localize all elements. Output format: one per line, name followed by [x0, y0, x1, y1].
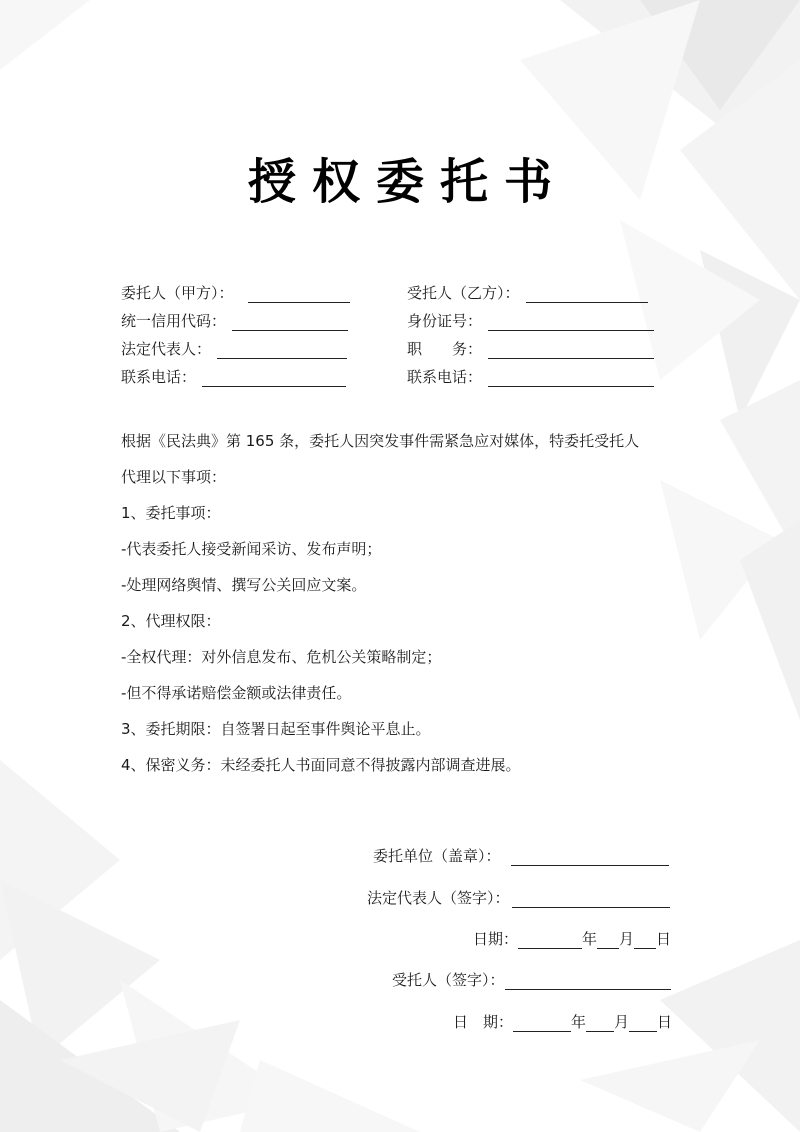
item-1-clause-b: -处理网络舆情、撰写公关回应文案。: [121, 576, 367, 594]
intro-line-1: 根据《民法典》第 165 条，委托人因突发事件需紧急应对媒体，特委托受托人: [121, 432, 640, 450]
legal-rep-sign-label: 法定代表人（签字）：: [367, 889, 510, 907]
date2-year-line[interactable]: [513, 1014, 571, 1032]
agent-label: 受托人（乙方）：: [407, 284, 520, 302]
item-2-heading: 2、代理权限：: [121, 612, 221, 630]
item-3: 3、委托期限：自签署日起至事件舆论平息止。: [121, 720, 431, 738]
agent-phone-label: 联系电话：: [407, 368, 483, 386]
item-2-clause-a: -全权代理：对外信息发布、危机公关策略制定；: [121, 648, 442, 666]
title-char: 托: [440, 154, 489, 210]
item-1-heading: 1、委托事项：: [121, 504, 221, 522]
date2-month-unit: 月: [614, 1013, 630, 1031]
title-char: 委: [376, 154, 425, 210]
unit-seal-label: 委托单位（盖章）：: [373, 847, 501, 865]
date1-day-line[interactable]: [634, 931, 656, 949]
trustee-sign-label: 受托人（签字）：: [392, 971, 505, 989]
legal-rep-sign-row: [367, 888, 670, 908]
date2-month-line[interactable]: [586, 1014, 614, 1032]
agent-input-line[interactable]: [526, 285, 648, 303]
legal-rep-label: 法定代表人：: [121, 340, 212, 358]
id-number-field: [407, 311, 654, 331]
principal-field: [121, 283, 350, 303]
date1-year-unit: 年: [582, 930, 598, 948]
principal-label: 委托人（甲方）：: [121, 284, 234, 302]
date1-year-line[interactable]: [518, 931, 582, 949]
trustee-sign-line[interactable]: [505, 972, 671, 990]
id-number-label: 身份证号：: [407, 312, 483, 330]
date-row-2: [453, 1012, 672, 1032]
unit-seal-row: [373, 846, 669, 866]
principal-input-line[interactable]: [248, 285, 350, 303]
document-title: [0, 150, 800, 214]
title-char: 授: [248, 154, 297, 210]
position-field: [407, 339, 654, 359]
legal-rep-input-line[interactable]: [217, 341, 347, 359]
date2-day-unit: 日: [657, 1013, 673, 1031]
credit-code-input-line[interactable]: [232, 313, 348, 331]
date1-day-unit: 日: [656, 930, 672, 948]
item-1-clause-a: -代表委托人接受新闻采访、发布声明；: [121, 540, 382, 558]
credit-code-label: 统一信用代码：: [121, 312, 227, 330]
date1-month-unit: 月: [619, 930, 635, 948]
principal-phone-input-line[interactable]: [202, 369, 346, 387]
date1-month-line[interactable]: [597, 931, 619, 949]
principal-phone-field: [121, 367, 346, 387]
date2-day-line[interactable]: [629, 1014, 657, 1032]
position-input-line[interactable]: [488, 341, 654, 359]
item-2-clause-b: -但不得承诺赔偿金额或法律责任。: [121, 684, 352, 702]
trustee-sign-row: [392, 970, 671, 990]
id-number-input-line[interactable]: [488, 313, 654, 331]
legal-rep-field: [121, 339, 347, 359]
title-char: 书: [504, 154, 553, 210]
item-4: 4、保密义务：未经委托人书面同意不得披露内部调查进展。: [121, 756, 521, 774]
agent-field: [407, 283, 648, 303]
agent-phone-input-line[interactable]: [488, 369, 654, 387]
date2-label: 日 期：: [453, 1013, 514, 1031]
date-row-1: [473, 929, 671, 949]
title-char: 权: [312, 154, 361, 210]
position-label: 职 务：: [407, 340, 483, 358]
principal-phone-label: 联系电话：: [121, 368, 197, 386]
agent-phone-field: [407, 367, 654, 387]
legal-rep-sign-line[interactable]: [512, 890, 670, 908]
intro-line-2: 代理以下事项：: [121, 468, 227, 486]
date2-year-unit: 年: [571, 1013, 587, 1031]
unit-seal-line[interactable]: [511, 848, 669, 866]
credit-code-field: [121, 311, 348, 331]
date1-label: 日期：: [473, 930, 519, 948]
